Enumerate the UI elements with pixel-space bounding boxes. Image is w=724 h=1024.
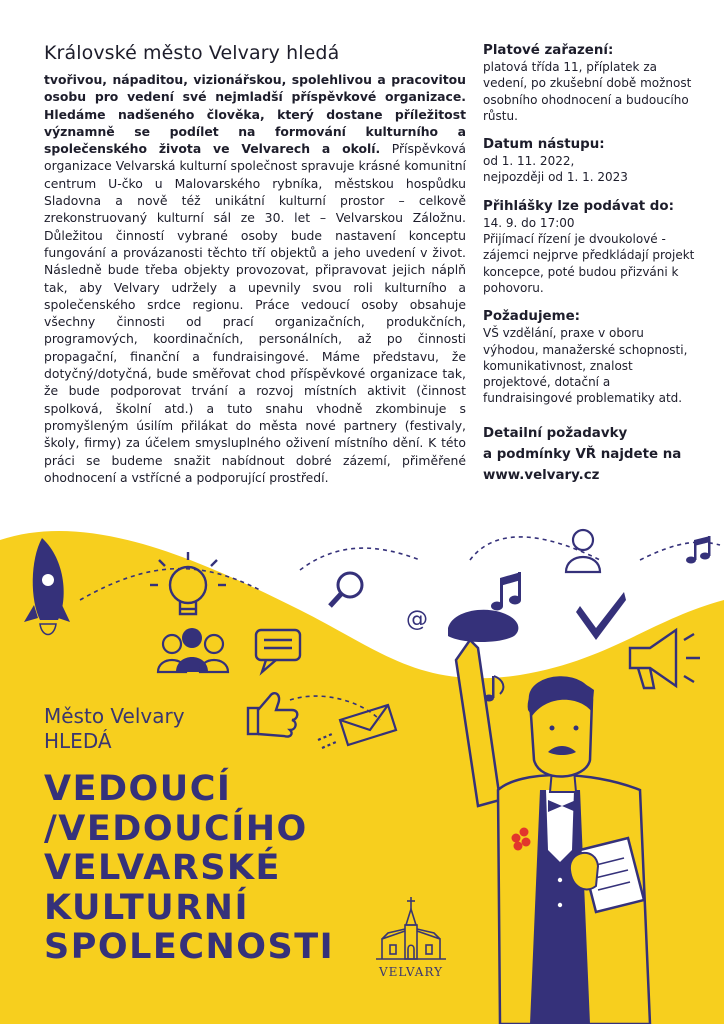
apply-heading: Přihlášky lze podávat do: [483, 198, 674, 214]
start-heading: Datum nástupu: [483, 137, 605, 153]
church-logo [368, 895, 454, 963]
details-line-1: Detailní požadavky [483, 425, 628, 441]
checkmark-icon [576, 592, 626, 640]
poster-headline [44, 770, 364, 968]
start-line-2: nejpozději od 1. 1. 2023 [483, 170, 628, 185]
article-body [44, 71, 466, 486]
apply-block [483, 198, 698, 296]
article [44, 42, 466, 486]
website-link[interactable]: www.velvary.cz [483, 467, 600, 483]
headline-line-3: VELVARSKÉ [44, 848, 281, 888]
headline-line-1: VEDOUCÍ [44, 769, 232, 809]
poster-subtitle-line-2: HLEDÁ [44, 729, 112, 753]
salary-block [483, 42, 698, 124]
start-line-1: od 1. 11. 2022, [483, 154, 575, 169]
details-line-2: a podmínky VŘ najdete na [483, 446, 682, 462]
thumbs-up-icon [248, 693, 297, 736]
article-body-text: Příspěvková organizace Velvarská kulturní společnost spravuje krásné komunitní centrum U-čko u Malovarského rybníka, městskou hospůdku Sladovna a nově též unikátní kulturní prostor – celkově zrekonstruovaný kulturní sál ze 30. let – Velvarskou Záložnu. Důležitou činností vybrané osoby bude nastavení konceptu fungování a provázanosti těchto tří objektů a jeho uvedení v život. Následně bude třeba objekty provozovat, připravovat jejich náplň tak, aby Velvary udržely a upevnily svou roli kulturního a společenského srdce regionu. Práce vedoucí osoby obsahuje všechny činnosti od prací organizačních, produkčních, programových, koordinačních, personálních, až po činnosti propagační, finanční a fundraisingové. Máme představu, že dotyčný/dotyčná, bude směřovat chod příspěvkové organizace tak, že bude podporovat trvání a rozvoj místních aktivit (činnost spolková, školní atd.) a tuto snahu vhodně zkombinuje s promyšleným úsilím přilákat do města nové partnery (festivaly, školy, firmy) za účelem smysluplného oživení místního dění. K této práci se budeme snažit nabídnout dobré zázemí, přiměřené ohodnocení a vstřícné a podporující prostředí. [44, 141, 466, 485]
lightbulb-icon [150, 552, 226, 614]
person-icon [566, 530, 600, 572]
headline-line-2: /VEDOUCÍHO [44, 808, 308, 849]
velvary-logo [368, 895, 454, 985]
requirements-heading: Požadujeme: [483, 309, 581, 325]
rocket-icon [24, 538, 70, 635]
envelope-icon [318, 705, 396, 748]
poster-subtitle-line-1: Město Velvary [44, 704, 185, 728]
article-title: Královské město Velvary hledá [44, 42, 340, 64]
headline-line-5: SPOLECNOSTI [44, 927, 335, 967]
apply-date: 14. 9. do 17:00 [483, 215, 575, 230]
apply-text: Přijímací řízení je dvoukolové - zájemci nejprve předkládají projekt koncepce, poté budou přizváni k pohovoru. [483, 232, 695, 295]
magnifier-icon [330, 573, 362, 606]
salary-text: platová třída 11, příplatek za vedení, po zkušební době možnost osobního ohodnocení a budoucího růstu. [483, 60, 692, 123]
requirements-text: VŠ vzdělání, praxe v oboru výhodou, manažerské schopnosti, komunikativnost, znalost projektové, dotační a fundraisingové problematiky atd. [483, 326, 688, 406]
speech-bubble-icon [256, 630, 300, 672]
at-sign-icon: @ [406, 607, 428, 632]
details-block [483, 423, 698, 486]
people-icon [158, 628, 228, 672]
sidebar [483, 42, 698, 498]
headline-line-4: KULTURNÍ [44, 887, 249, 928]
start-block [483, 136, 698, 186]
man-illustration [448, 610, 650, 1024]
article-intro: tvořivou, nápaditou, vizionářskou, spolehlivou a pracovitou osobu pro vedení své nejmladší příspěvkové organizace. Hledáme nadšeného člověka, který dostane příležitost významně se podílet na formování kulturního a společenského života ve Velvarech a okolí. [44, 72, 466, 157]
logo-text: VELVARY [378, 965, 444, 979]
poster-subtitle [44, 704, 185, 754]
megaphone-icon [630, 630, 700, 688]
requirements-block [483, 308, 698, 406]
salary-heading: Platové zařazení: [483, 43, 614, 58]
